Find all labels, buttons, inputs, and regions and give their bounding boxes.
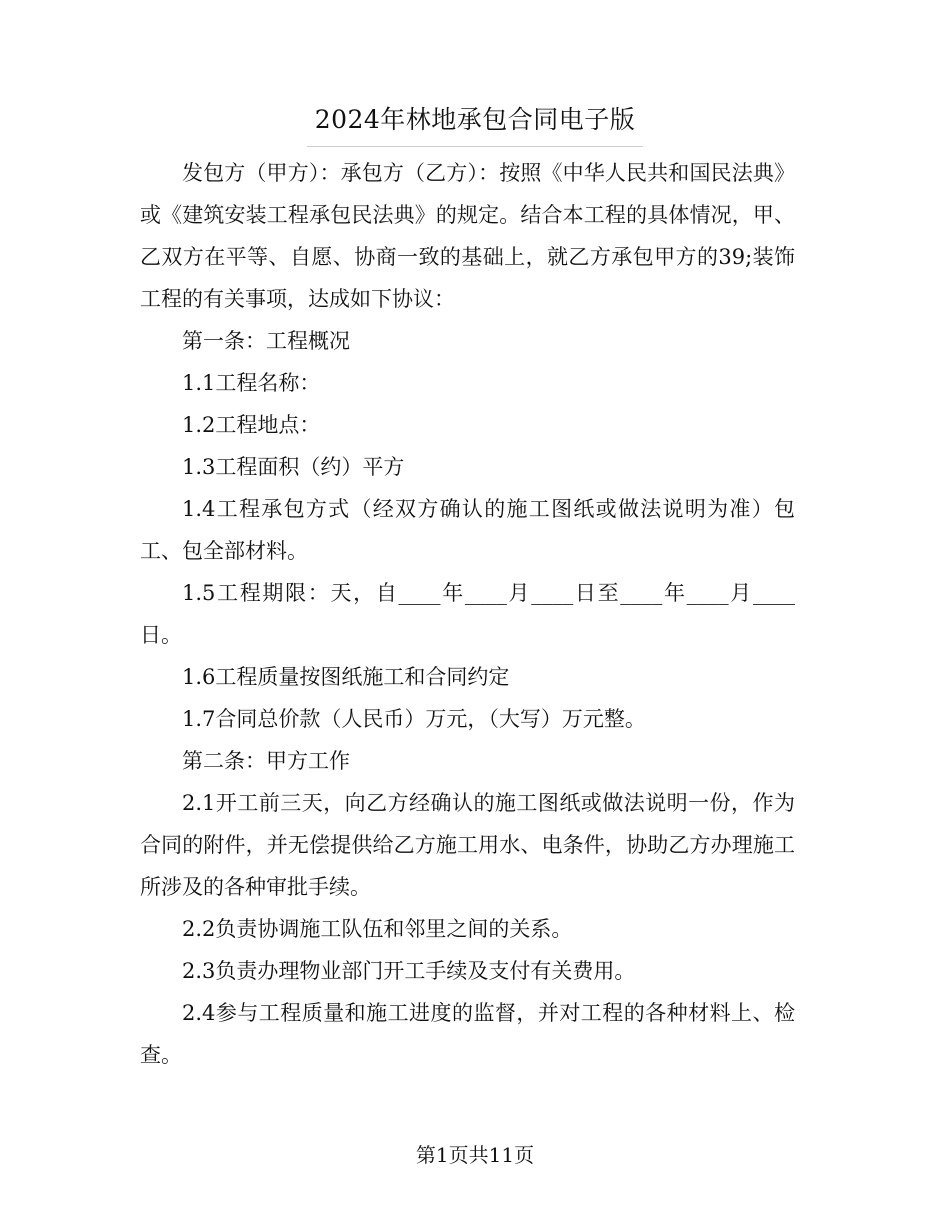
paragraph-1-5: 1.5工程期限：天，自____年____月____日至____年____月____日。	[140, 581, 795, 647]
paragraph-1-1: 1.1工程名称：	[182, 371, 321, 395]
paragraph-2-3: 2.3负责办理物业部门开工手续及支付有关费用。	[182, 959, 636, 983]
paragraph-1-2: 1.2工程地点：	[182, 413, 321, 437]
paragraph-1-7: 1.7合同总价款（人民币）万元，（大写）万元整。	[182, 707, 646, 731]
paragraph-2-1: 2.1开工前三天，向乙方经确认的施工图纸或做法说明一份，作为合同的附件，并无偿提供给乙方施工用水、电条件，协助乙方办理施工所涉及的各种审批手续。	[140, 791, 795, 899]
paragraph-2-4: 2.4参与工程质量和施工进度的监督，并对工程的各种材料上、检查。	[140, 1001, 795, 1067]
paragraph-preamble: 发包方（甲方）：承包方（乙方）：按照《中华人民共和国民法典》或《建筑安装工程承包民法典》的规定。结合本工程的具体情况，甲、乙双方在平等、自愿、协商一致的基础上，就乙方承包甲方的39;装饰工程的有关事项，达成如下协议：	[140, 161, 795, 311]
paragraph-article-1-heading: 第一条：工程概况	[182, 329, 350, 353]
paragraph-2-2: 2.2负责协调施工队伍和邻里之间的关系。	[182, 917, 573, 941]
title-area	[0, 100, 950, 147]
document-body	[140, 152, 795, 1076]
paragraph-1-6: 1.6工程质量按图纸施工和合同约定	[182, 665, 510, 689]
paragraph-1-4: 1.4工程承包方式（经双方确认的施工图纸或做法说明为准）包工、包全部材料。	[140, 497, 795, 563]
document-title: 2024年林地承包合同电子版	[307, 100, 644, 147]
paragraph-1-3: 1.3工程面积（约）平方	[182, 455, 405, 479]
paragraph-article-2-heading: 第二条：甲方工作	[182, 749, 350, 773]
page-footer: 第1页共11页	[415, 1143, 535, 1167]
